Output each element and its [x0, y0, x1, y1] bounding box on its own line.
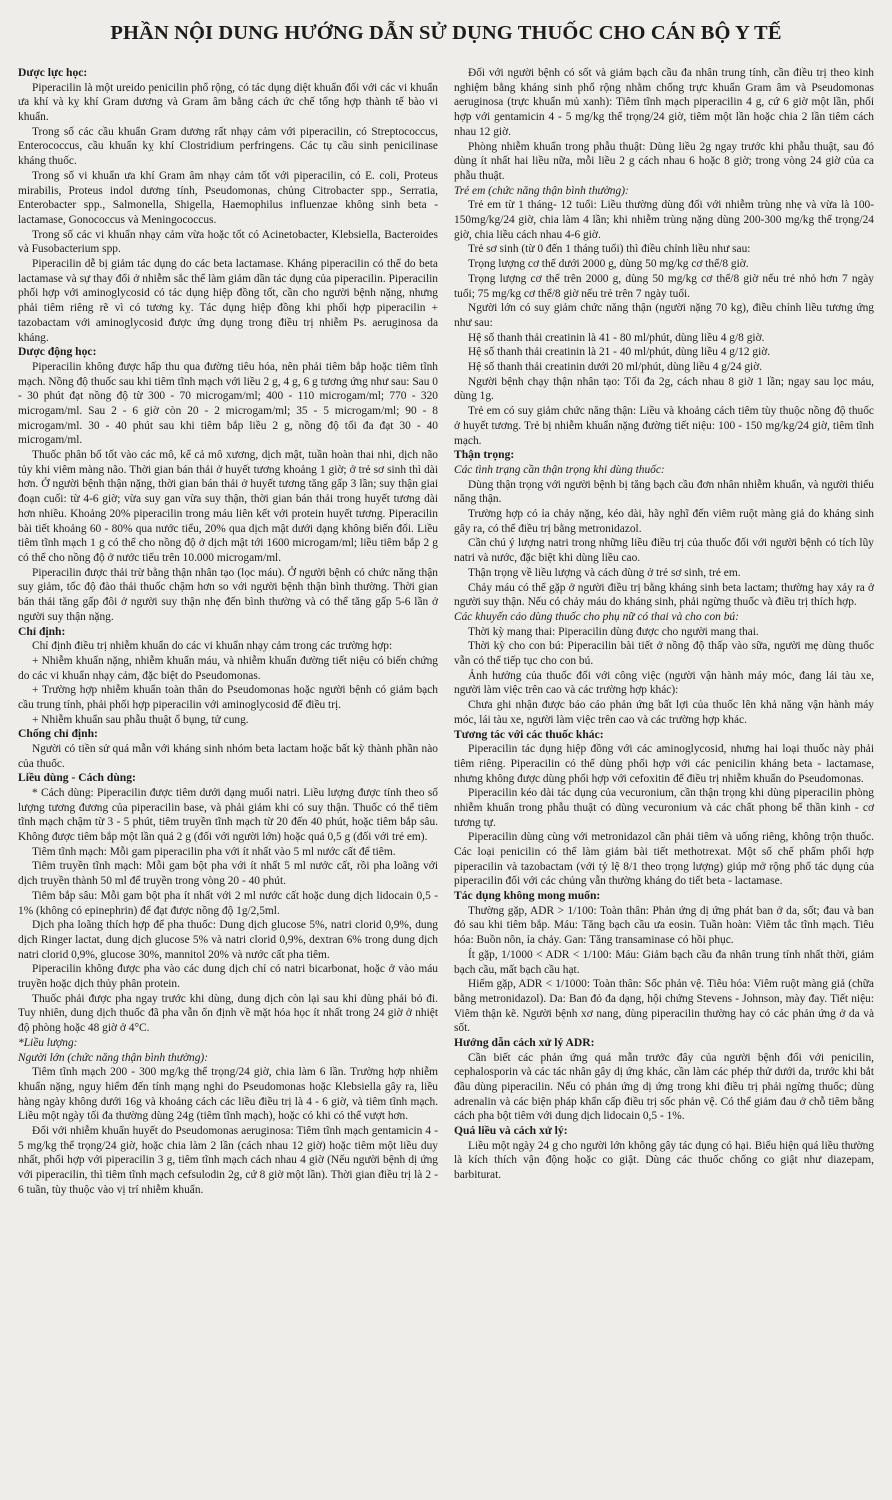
paragraph: Piperacilin là một ureido penicilin phổ rộng, có tác dụng diệt khuẩn đối với các vi khuẩn ưa khí và kỵ khí Gram dương và Gram âm bằng cách ức chế tổng hợp thành tế bào vi khuẩn. [18, 81, 438, 123]
paragraph: Tiêm tĩnh mạch 200 - 300 mg/kg thể trọng/24 giờ, chia làm 6 lần. Trường hợp nhiễm khuẩn nặng, nguy hiểm đến tính mạng nghi do Pseudomonas hoặc Klebsiella gây ra, liều hàng ngày không dưới 16g và khoảng cách các liều điều trị là 4 - 6 giờ, và tiêm tĩnh mạch. Liều một ngày tối đa thường dùng 24g (tiêm tĩnh mạch), hoặc có khi có thể vượt hơn. [18, 1066, 438, 1123]
paragraph: + Trường hợp nhiễm khuẩn toàn thân do Pseudomonas hoặc người bệnh có giảm bạch cầu trung tính, phải phối hợp piperacilin với aminoglycosid để điều trị. [18, 684, 438, 711]
paragraph: Người lớn có suy giảm chức năng thận (người nặng 70 kg), điều chỉnh liều tương ứng như sau: [454, 302, 874, 329]
paragraph: Tiêm truyền tĩnh mạch: Mỗi gam bột pha với ít nhất 5 ml nước cất, rồi pha loãng với dịch truyền thành 50 ml để truyền trong vòng 20 - 40 phút. [18, 860, 438, 888]
paragraph: Hiếm gặp, ADR < 1/1000: Toàn thân: Sốc phản vệ. Tiêu hóa: Viêm ruột màng giả (chữa bằng metronidazol). Da: Ban đỏ đa dạng, hội chứng Stevens - Johnson, mày đay. Tiết niệu: Viêm thận kẽ. Người bệnh xơ nang, dùng piperacilin thường hay có các phản ứng ở da và sốt. [454, 978, 874, 1035]
paragraph: Piperacilin tác dụng hiệp đồng với các aminoglycosid, nhưng hai loại thuốc này phải tiêm riêng. Piperacilin có thể dùng phối hợp với các penicilin kháng beta - lactamase, nhưng không được dùng phối hợp với cefoxitin để điều trị nhiễm khuẩn do Pseudomonas. [454, 743, 874, 785]
paragraph: Thời kỳ cho con bú: Piperacilin bài tiết ở nồng độ thấp vào sữa, người mẹ dùng thuốc vẫn có thể tiếp tục cho con bú. [454, 640, 874, 668]
page-title: PHẦN NỘI DUNG HƯỚNG DẪN SỬ DỤNG THUỐC CHO CÁN BỘ Y TẾ [110, 22, 782, 44]
paragraph: Chỉ định điều trị nhiễm khuẩn do các vi khuẩn nhạy cảm trong các trường hợp: [32, 640, 393, 653]
paragraph: Piperacilin không được hấp thu qua đường tiêu hóa, nên phải tiêm bắp hoặc tiêm tĩnh mạch. Nồng độ thuốc sau khi tiêm tĩnh mạch với liều 2 g, 4 g, 6 g tương ứng như sau: Sau 0 - 30 phút đạt nồng độ từ 300 - 70 microgam/ml; 400 - 110 microgam/ml; 770 - 320 microgam/ml. Sau 2 - 6 giờ còn 20 - 2 microgam/ml; 35 - 5 microgam/ml; 90 - 8 microgam/ml. 30 - 40 phút sau khi tiêm bắp liều 2 g, nồng độ tối đa đạt 30 - 40 microgam/ml. [18, 360, 438, 447]
content-columns [18, 66, 874, 1198]
paragraph: Các tình trạng cần thận trọng khi dùng thuốc: [454, 463, 665, 476]
paragraph: Trẻ em có suy giảm chức năng thận: Liều và khoảng cách tiêm tùy thuộc nồng độ thuốc ở huyết tương. Trẻ bị nhiễm khuẩn nặng đường tiết niệu: 100 - 150 mg/kg/24 giờ, tiêm tĩnh mạch. [454, 405, 874, 447]
section-heading: Thận trọng: [454, 448, 515, 462]
paragraph: Cần chú ý lượng natri trong những liều điều trị của thuốc đối với người bệnh có tích lũy natri và nước, đặc biệt khi dùng liều cao. [454, 537, 874, 565]
paragraph: Hệ số thanh thải creatinin là 21 - 40 ml/phút, dùng liều 4 g/12 giờ. [468, 346, 771, 359]
paragraph: Thuốc phân bố tốt vào các mô, kể cả mô xương, dịch mật, tuần hoàn thai nhi, dịch não tủy khi viêm màng não. Thời gian bán thải ở huyết tương khoảng 1 giờ; ở trẻ sơ sinh thì dài hơn. Ở người bệnh thận nặng, thời gian bán thải ở huyết tương tăng gấp 3 lần; suy thận giai đoạn cuối: từ 4-6 giờ; vừa suy gan vừa suy thận, thời gian bán thải trong huyết tương dài hơn nhiều. Khoảng 20% piperacilin trong máu liên kết với protein huyết tương. Piperacilin bài tiết khoảng 60 - 80% qua nước tiểu, 20% qua dịch mật dưới dạng không biến đổi. Liều tiêm tĩnh mạch 1 g có thể cho nồng độ ở dịch mật tới 1600 microgam/ml; liều tiêm bắp 2 g có thể cho nồng độ ở nước tiểu trên 10.000 microgam/ml. [18, 449, 438, 564]
paragraph: Trường hợp có ỉa chảy nặng, kéo dài, hãy nghĩ đến viêm ruột màng giả do kháng sinh gây ra, có thể điều trị bằng metronidazol. [454, 507, 874, 535]
paragraph: Trong số các cầu khuẩn Gram dương rất nhạy cảm với piperacilin, có Streptococcus, Enterococcus, cầu khuẩn kỵ khí Clostridium perfringens. Các tụ cầu sinh penicilinase kháng thuốc. [18, 125, 438, 168]
paragraph: Thận trọng về liều lượng và cách dùng ở trẻ sơ sinh, trẻ em. [468, 566, 741, 579]
paragraph: Các khuyến cáo dùng thuốc cho phụ nữ có thai và cho con bú: [454, 610, 739, 623]
paragraph: Piperacilin không được pha vào các dung dịch chỉ có natri bicarbonat, hoặc ở vào máu truyền hoặc dịch thủy phân protein. [18, 963, 438, 991]
paragraph: Thời kỳ mang thai: Piperacilin dùng được cho người mang thai. [468, 625, 759, 638]
paragraph: Hệ số thanh thải creatinin dưới 20 ml/phút, dùng liều 4 g/24 giờ. [468, 361, 763, 374]
paragraph: Tiêm bắp sâu: Mỗi gam bột pha ít nhất với 2 ml nước cất hoặc dung dịch lidocain 0,5 - 1% (không có epinephrin) để đạt được nồng độ 1g/2,5ml. [18, 889, 438, 917]
paragraph: Piperacilin dễ bị giảm tác dụng do các beta lactamase. Kháng piperacilin có thể do beta lactamase và sự thay đổi ở nhiễm sắc thể làm giảm dần tác dụng của piperacilin. Piperacilin phối hợp với aminoglycosid có tác dụng hiệp đồng tốt, cần cho người bệnh nặng, nhưng phải tiêm riêng rẽ vì có tương kỵ. Tác dụng hiệp đồng khi phối hợp piperacilin + tazobactam với aminoglycosid được ứng dụng trong điều trị nhiễm Ps. aeruginosa da kháng. [18, 258, 438, 344]
paragraph: Thường gặp, ADR > 1/100: Toàn thân: Phản ứng dị ứng phát ban ở da, sốt; đau và ban đỏ sau khi tiêm bắp. Máu: Tăng bạch cầu ưa eosin. Tuần hoàn: Viêm tắc tĩnh mạch. Tiêu hóa: Buồn nôn, ỉa chảy. Gan: Tăng transaminase có hồi phục. [454, 904, 874, 947]
paragraph: Chưa ghi nhận được báo cáo phản ứng bất lợi của thuốc lên khả năng vận hành máy móc, lái tàu xe, người làm việc trên cao và các trường hợp khác. [454, 699, 874, 726]
section-heading: Chống chỉ định: [18, 727, 98, 741]
paragraph: Tiêm tĩnh mạch: Mỗi gam piperacilin pha với ít nhất vào 5 ml nước cất để tiêm. [32, 845, 396, 858]
paragraph: Người lớn (chức năng thận bình thường): [18, 1051, 208, 1064]
paragraph: Dịch pha loãng thích hợp để pha thuốc: Dung dịch glucose 5%, natri clorid 0,9%, dung dịch Ringer lactat, dung dịch glucose 5% và natri clorid 0,9%, dextran 6% trong dung dịch natri clorid 0,9%, glucose 30%, mannitol 20% và nước cất pha tiêm. [18, 919, 438, 961]
paragraph: Trẻ sơ sinh (từ 0 đến 1 tháng tuổi) thì điều chỉnh liều như sau: [468, 243, 751, 256]
paragraph: Piperacilin kéo dài tác dụng của vecuronium, cần thận trọng khi dùng piperacilin phòng nhiễm khuẩn trong phẫu thuật có dùng vecuronium và các chất phong bế thần kinh - cơ tương tự. [454, 787, 874, 829]
paragraph: Trọng lượng cơ thể dưới 2000 g, dùng 50 mg/kg cơ thể/8 giờ. [468, 258, 749, 271]
section-heading: Hướng dẫn cách xử lý ADR: [454, 1036, 595, 1050]
section-heading: Dược lực học: [18, 66, 88, 79]
section-heading: Dược động học: [18, 345, 97, 359]
section-heading: Chỉ định: [18, 624, 66, 638]
right-column [454, 66, 874, 1198]
paragraph: Trọng lượng cơ thể trên 2000 g, dùng 50 mg/kg cơ thể/8 giờ nếu trẻ nhỏ hơn 7 ngày tuổi; 75 mg/kg cơ thể/8 giờ nếu trẻ trên 7 ngày tuổi. [454, 272, 874, 300]
paragraph: Trong số các vi khuẩn nhạy cảm vừa hoặc tốt có Acinetobacter, Klebsiella, Bacteroides và Fusobacterium spp. [18, 228, 438, 256]
paragraph: Cần biết các phản ứng quá mẫn trước đây của người bệnh đối với penicilin, cephalosporin và các tác nhân gây dị ứng khác, cần làm các phép thử dưới da, trước khi bắt đầu dùng piperacilin. Nếu có phản ứng dị ứng trong khi điều trị phải ngừng thuốc; dùng adrenalin và các biện pháp khẩn cấp điều trị sốc phản vệ. Có thể giảm đau ở chỗ tiêm bằng cách pha bột tiêm với dung dịch lidocain 0,5 - 1%. [454, 1051, 874, 1123]
paragraph: *Liều lượng: [18, 1036, 78, 1049]
paragraph: Phòng nhiễm khuẩn trong phẫu thuật: Dùng liều 2g ngay trước khi phẫu thuật, sau đó dùng ít nhất hai liều nữa, mỗi liều 2 g cách nhau 6 hoặc 8 giờ; trong vòng 24 giờ của ca phẫu thuật. [454, 140, 874, 182]
paragraph: + Nhiễm khuẩn sau phẫu thuật ổ bụng, tử cung. [32, 713, 249, 726]
paragraph: Ảnh hưởng của thuốc đối với công việc (người vận hành máy móc, đang lái tàu xe, người làm việc trên cao và các trường hợp khác): [454, 669, 874, 697]
paragraph: Người bệnh chạy thận nhân tạo: Tối đa 2g, cách nhau 8 giờ 1 lần; ngay sau lọc máu, dùng 1g. [454, 375, 874, 403]
paragraph: Thuốc phải được pha ngay trước khi dùng, dung dịch còn lại sau khi dùng phải bỏ đi. Tuy nhiên, dung dịch thuốc đã pha vẫn ổn định về mặt hóa học ít nhất trong 24 giờ ở nhiệt độ phòng hoặc 48 giờ ở 4°C. [18, 992, 438, 1035]
paragraph: Trẻ em từ 1 tháng- 12 tuổi: Liều thường dùng đối với nhiễm trùng nhẹ và vừa là 100-150mg/kg/24 giờ, chia làm 4 lần; khi nhiễm trùng nặng dùng 200-300 mg/kg thể trọng/24 giờ, chia liều cách nhau 4-6 giờ. [454, 199, 874, 241]
section-heading: Liều dùng - Cách dùng: [18, 771, 136, 785]
paragraph: Piperacilin được thải trừ bằng thận nhân tạo (lọc máu). Ở người bệnh có chức năng thận suy giảm, tốc độ đào thải thuốc chậm hơn so với người bệnh thận bình thường. Thời gian bán thải tăng gấp đôi ở người suy thận nhẹ đến bình thường và có thể tăng gấp 5-6 lần ở người suy thận nặng. [18, 566, 438, 623]
paragraph: Đối với nhiễm khuẩn huyết do Pseudomonas aeruginosa: Tiêm tĩnh mạch gentamicin 4 - 5 mg/kg thể trọng/24 giờ, hoặc chia làm 2 lần (cách nhau 12 giờ) hoặc tiêm một liều duy nhất, phối hợp với piperacilin 3 g, tiêm tĩnh mạch cách nhau 4 giờ (Nếu người bệnh dị ứng với piperacilin, thì tiêm tĩnh mạch cefsulodin 2g, cứ 8 giờ một lần). Thời gian điều trị là 2 - 6 tuần, tùy thuộc vào vị trí nhiễm khuẩn. [18, 1125, 438, 1196]
section-heading: Quá liều và cách xử lý: [454, 1124, 568, 1138]
paragraph: Hệ số thanh thải creatinin là 41 - 80 ml/phút, dùng liều 4 g/8 giờ. [468, 331, 765, 344]
paragraph: Chảy máu có thể gặp ở người điều trị bằng kháng sinh beta lactam; thường hay xảy ra ở người suy thận. Nếu có chảy máu do kháng sinh, phải ngừng thuốc và điều trị thích hợp. [454, 581, 874, 609]
paragraph: Đối với người bệnh có sốt và giảm bạch cầu đa nhân trung tính, cần điều trị theo kinh nghiệm bằng kháng sinh phổ rộng nhằm chống trực khuẩn Gram âm và Pseudomonas aeruginosa (trực khuẩn mủ xanh): Tiêm tĩnh mạch piperacilin 4 g, cứ 6 giờ một lần, phối hợp với gentamicin 4 - 5 mg/kg thể trọng/24 giờ, tiêm một lần hoặc chia 2 lần tiêm cách nhau 12 giờ. [454, 67, 874, 138]
paragraph: Dùng thận trọng với người bệnh bị tăng bạch cầu đơn nhân nhiễm khuẩn, và người thiểu năng thận. [454, 478, 874, 506]
left-column [18, 66, 438, 1198]
paragraph: + Nhiễm khuẩn nặng, nhiễm khuẩn máu, và nhiễm khuẩn đường tiết niệu có biến chứng do các vi khuẩn nhạy cảm, đặc biệt do Pseudomonas. [18, 654, 438, 682]
paragraph: Người có tiền sử quá mẫn với kháng sinh nhóm beta lactam hoặc bất kỳ thành phần nào của thuốc. [18, 742, 438, 770]
paragraph: Trong số vi khuẩn ưa khí Gram âm nhạy cảm tốt với piperacilin, có E. coli, Proteus mirabilis, Proteus indol dương tính, Pseudomonas, chủng Citrobacter spp., Serratia, Enterobacter spp., Salmonella, Shigella, Haemophilus influenzae không sinh beta - lactamase, Gonococcus và Meningococcus. [18, 169, 438, 226]
paragraph: Ít gặp, 1/1000 < ADR < 1/100: Máu: Giảm bạch cầu đa nhân trung tính nhất thời, giảm bạch cầu, mất bạch cầu hạt. [454, 948, 874, 976]
paragraph: * Cách dùng: Piperacilin được tiêm dưới dạng muối natri. Liều lượng được tính theo số lượng tương đương của piperacilin base, và phải giảm khi có suy thận. Thuốc có thể tiêm tĩnh mạch chậm từ 3 - 5 phút, tiêm truyền tĩnh mạch từ 20 đến 40 phút, hoặc tiêm bắp sâu. Không được tiêm bắp một lần quá 2 g (đối với người lớn) hoặc quá 0,5 g (đối với trẻ em). [18, 786, 438, 844]
paragraph: Trẻ em (chức năng thận bình thường): [454, 184, 629, 197]
section-heading: Tương tác với các thuốc khác: [454, 727, 604, 741]
paragraph: Liều một ngày 24 g cho người lớn không gây tác dụng có hại. Biểu hiện quá liều thường là kích thích vận động hoặc co giật. Dùng các thuốc chống co giật như diazepam, barbiturat. [454, 1139, 874, 1182]
section-heading: Tác dụng không mong muốn: [454, 889, 601, 903]
paragraph: Piperacilin dùng cùng với metronidazol cần phải tiêm và uống riêng, không trộn thuốc. Các loại penicilin có thể làm giảm bài tiết methotrexat. Một số chế phẩm phối hợp piperacilin và tazobactam (với tỷ lệ 8/1 theo trọng lượng) giúp mở rộng phổ tác dụng của piperacilin đối với các chủng vẫn thường kháng do tiết beta - lactamase. [454, 831, 874, 888]
